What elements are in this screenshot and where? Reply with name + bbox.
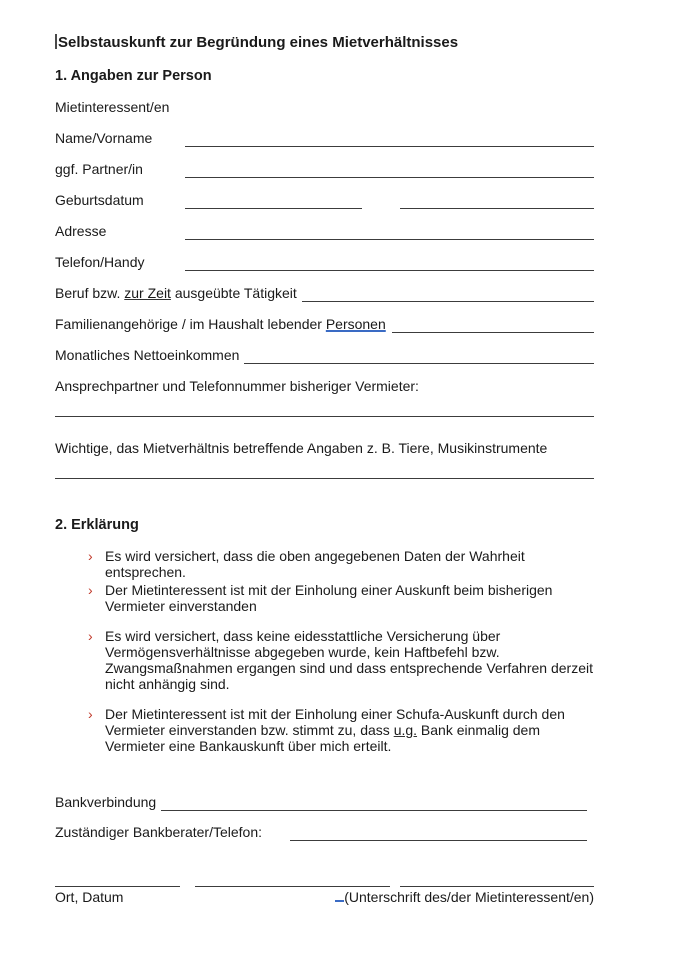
ort-datum-label: Ort, Datum [55, 889, 124, 905]
document-title-text: Selbstauskunft zur Begründung eines Mietverhältnisses [58, 34, 459, 51]
section2-heading: 2. Erklärung [55, 517, 139, 533]
wichtige-line[interactable] [55, 478, 594, 479]
field-row-geburtsdatum [55, 191, 594, 209]
bankverbindung-label: Bankverbindung [55, 794, 157, 810]
bullet-marked-text: u.g. [393, 722, 418, 738]
field-row-einkommen [55, 346, 594, 364]
grammar-mark [335, 890, 344, 902]
bullet-text: Es wird versichert, dass keine eidesstattliche Versicherung über Vermögensverhältnisse abgegeben wurde, kein Haftbefehl bzw. Zwangsmaßnahmen ergangen sind und dass entsprechende Verfahren derzeit nicht anhängig sind. [105, 628, 593, 692]
bullet-text: Es wird versichert, dass die oben angegebenen Daten der Wahrheit entsprechen. [105, 548, 525, 580]
bullet-text-suffix: Bank einmalig dem Vermieter eine Bankauskunft über mich erteilt. [105, 722, 540, 754]
name-vorname-line[interactable] [185, 131, 594, 147]
partner-label: ggf. Partner/in [55, 161, 143, 177]
partner-line[interactable] [185, 162, 594, 178]
vermieter-line[interactable] [55, 416, 594, 417]
text-cursor [55, 34, 57, 49]
list-item [55, 548, 594, 580]
unterschrift-line[interactable] [400, 874, 594, 887]
beruf-label-suffix: ausgeübte Tätigkeit [170, 285, 297, 301]
einkommen-line[interactable] [244, 348, 594, 364]
adresse-label: Adresse [55, 223, 107, 239]
list-item [55, 706, 594, 754]
geburtsdatum-line-2[interactable] [400, 193, 594, 209]
bullet-text: Der Mietinteressent ist mit der Einholung einer Auskunft beim bisherigen Vermieter einverstanden [105, 582, 553, 614]
list-item [55, 628, 594, 692]
bullet-icon: › [88, 706, 93, 722]
unterschrift-label [335, 889, 594, 905]
signature-labels [55, 889, 594, 905]
geburtsdatum-label: Geburtsdatum [55, 192, 144, 208]
bullet-text-prefix: Der Mietinteressent ist mit der Einholung einer Schufa-Auskunft durch den Vermieter einverstanden bzw. stimmt zu, dass [105, 706, 565, 738]
vermieter-label: Ansprechpartner und Telefonnummer bisheriger Vermieter: [55, 378, 419, 394]
signature-gap [180, 874, 195, 887]
familie-label [55, 315, 387, 333]
list-item [55, 582, 594, 614]
field-row-bankverbindung [55, 793, 587, 811]
geburtsdatum-line-1[interactable] [185, 193, 362, 209]
adresse-line[interactable] [185, 224, 594, 240]
section1-subheading: Mietinteressent/en [55, 99, 170, 115]
beruf-label-prefix: Beruf bzw. [55, 285, 125, 301]
bullet-icon: › [88, 548, 93, 564]
signature-block [55, 874, 594, 905]
beruf-label [55, 284, 297, 302]
ort-datum-line[interactable] [55, 874, 180, 887]
bankberater-label: Zuständiger Bankberater/Telefon: [55, 824, 263, 840]
section1-heading: 1. Angaben zur Person [55, 68, 212, 84]
field-row-name-vorname [55, 129, 594, 147]
beruf-marked-text: zur Zeit [124, 285, 171, 301]
signature-gap [390, 874, 400, 887]
familie-line[interactable] [392, 317, 594, 333]
telefon-label: Telefon/Handy [55, 254, 145, 270]
wichtige-label: Wichtige, das Mietverhältnis betreffende Angaben z. B. Tiere, Musikinstrumente [55, 440, 548, 456]
familie-marked-text: Personen [325, 316, 386, 332]
bullet-icon: › [88, 582, 93, 598]
field-row-adresse [55, 222, 594, 240]
document-title [55, 34, 594, 52]
bullet-text [105, 706, 594, 754]
beruf-line[interactable] [302, 286, 594, 302]
unterschrift-label-text: (Unterschrift des/der Mietinteressent/en) [344, 889, 594, 905]
declaration-list [55, 548, 594, 754]
bankberater-line[interactable] [290, 825, 587, 841]
field-row-familie [55, 315, 594, 333]
field-row-beruf [55, 284, 594, 302]
field-row-telefon [55, 253, 594, 271]
familie-label-prefix: Familienangehörige / im Haushalt lebender [55, 316, 326, 332]
signature-middle-line[interactable] [195, 874, 390, 887]
bankverbindung-line[interactable] [161, 795, 587, 811]
bullet-icon: › [88, 628, 93, 644]
name-vorname-label: Name/Vorname [55, 130, 153, 146]
field-row-partner [55, 160, 594, 178]
einkommen-label: Monatliches Nettoeinkommen [55, 347, 240, 363]
field-row-bankberater [55, 823, 587, 841]
signature-lines [55, 874, 594, 887]
telefon-line[interactable] [185, 255, 594, 271]
